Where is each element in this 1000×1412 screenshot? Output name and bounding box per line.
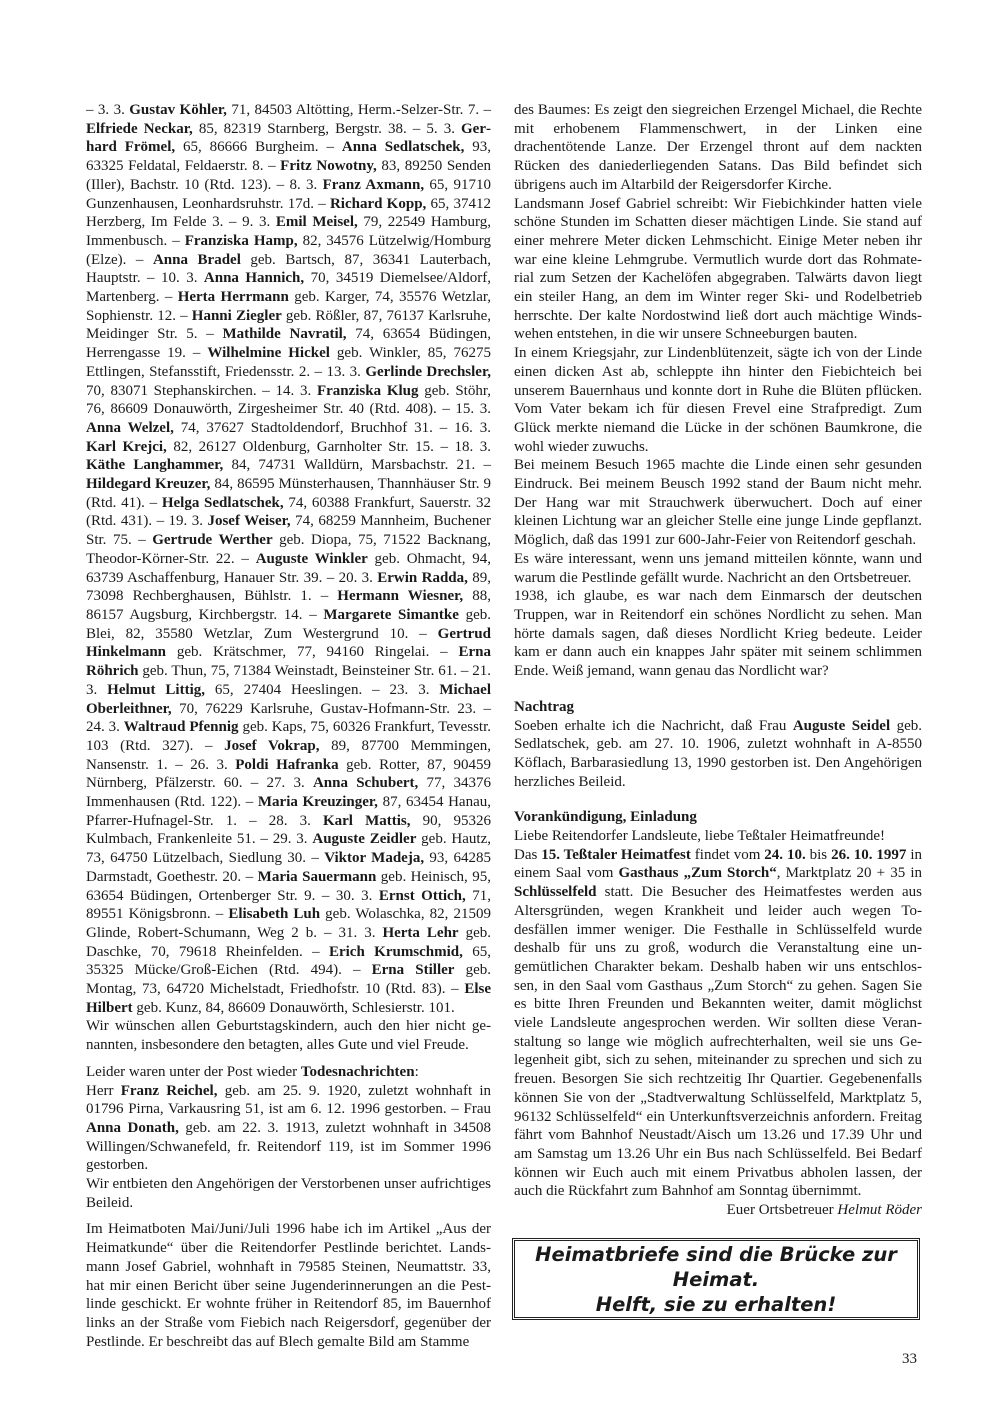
bold-name: Maria Sauermann	[257, 868, 377, 885]
text-run: 70, 34519 Diemelsee/Aldorf, Martenberg. –	[86, 270, 491, 306]
text-run: 84, 74731 Walldürn, Marsbachstr. 21. –	[223, 457, 491, 474]
paragraph	[514, 456, 922, 550]
paragraph	[86, 101, 491, 1017]
text-run: 90, 95326 Kulmbach, Frankenleite 51. – 29. 3.	[86, 812, 491, 848]
paragraph	[514, 846, 922, 1201]
bold-name: Josef Vokrap,	[224, 737, 320, 754]
bold-name: Fritz Nowotny,	[280, 158, 377, 175]
pestlinde-article	[86, 1220, 491, 1351]
text-run: geb. Winkler, 85, 76275 Ettlingen, Stefansstift, Friedensstr. 2. – 13. 3.	[86, 345, 491, 380]
text-run: Es wäre interessant, wenn uns jemand mitteilen könnte, wann und warum die Pestlinde gefällt wurde. Nachricht an den Ortsbetreuer.	[514, 550, 922, 586]
bold-name: Franz Reichel,	[120, 1082, 218, 1099]
text-run: geb. Blei, 82, 35580 Wetzlar, Zum Westergrund 10. –	[86, 606, 491, 642]
paragraph	[514, 550, 922, 587]
bold-name: Erna Röhrich	[86, 644, 491, 680]
text-run: Liebe Reitendorfer Landsleute, liebe Teßtaler Heimatfreunde!	[514, 828, 886, 845]
text-run: in einem Saal vom	[514, 846, 922, 882]
bold-name: Erwin Radda,	[377, 569, 468, 586]
text-run: geb. Krätschmer, 77, 94160 Ringelai. –	[166, 644, 459, 661]
text-run: , Marktplatz 20 + 35 in	[776, 865, 922, 882]
paragraph	[86, 1082, 491, 1176]
announcement-text	[514, 827, 922, 1201]
text-run: 65, 86666 Burgheim. –	[175, 139, 342, 156]
text-run: geb. Bartsch, 87, 36341 Lauterbach, Hauptstr. – 10. 3.	[86, 251, 491, 287]
bold-name: Viktor Madeja,	[324, 850, 425, 867]
bold-name: Karl Mattis,	[322, 812, 411, 829]
bold-name: Anna Schubert,	[312, 775, 419, 792]
text-run: 93, 63325 Feldatal, Feldaerstr. 8. –	[86, 139, 492, 175]
bold-name: Erich Krumschmid,	[328, 943, 463, 960]
bold-name: Anna Donath,	[86, 1119, 179, 1136]
bold-name: Josef Weiser,	[207, 513, 291, 530]
bold-name: Gertrud Hinkelmann	[86, 625, 491, 661]
bold-name: Gasthaus „Zum Storch“	[618, 865, 777, 882]
text-run: 70, 76229 Karlsruhe, Gustav-Hofmann-Str. 23. – 24. 3.	[86, 700, 491, 736]
bold-name: Gertrude Werther	[152, 532, 273, 549]
text-run: 79, 22549 Hamburg, Immenbusch. –	[86, 214, 492, 249]
text-run: 89, 87700 Memmingen, Nansenstr. 1. – 26. 3.	[86, 737, 491, 773]
bold-name: Margarete Simantke	[323, 606, 459, 623]
text-run: bis	[805, 846, 832, 863]
text-run: Wir wünschen allen Geburtstagskindern, auch den hier nicht genannten, insbesondere den betagten, alles Gute und viel Freude.	[86, 1018, 491, 1054]
text-run: 65, 35325 Mücke/Groß-Eichen (Rtd. 494). –	[86, 943, 492, 979]
bold-name: Erna Stiller	[371, 962, 455, 979]
text-run: – 3. 3.	[86, 102, 130, 118]
text-run: 77, 34376 Immenhausen (Rtd. 122). –	[86, 775, 492, 811]
text-run: geb. Hautz, 73, 64750 Lützelbach, Siedlung 30. –	[86, 831, 491, 867]
bold-name: Gustav Köhler,	[129, 102, 227, 118]
text-run: geb. Stöhr, 76, 86609 Donauwörth, Zirgesheimer Str. 40 (Rtd. 408). – 15. 3.	[86, 382, 491, 418]
text-run: geb. Sedlatschek, geb. am 27. 10. 1906, zuletzt wohnhaft in A-8550 Köflach, Barbarasiedlung 13, 1990 gestorben ist. Den Angehörigen herzliches Beileid.	[514, 717, 922, 790]
text-run: geb. Ohmacht, 94, 63739 Aschaffenburg, Hanauer Str. 39. – 20. 3.	[86, 550, 491, 586]
paragraph	[514, 195, 922, 345]
bold-name: Ernst Ottich,	[378, 887, 466, 904]
bold-name: Gerhard Frömel,	[86, 120, 491, 156]
bold-name: Helmut Littig,	[107, 681, 205, 698]
birthday-list	[86, 101, 491, 1055]
bold-name: Else Hilbert	[86, 981, 491, 1016]
bold-name: Anna Bradel	[152, 251, 241, 268]
text-run: geb. Montag, 73, 64720 Michelstadt, Friedhofstr. 10 (Rtd. 83). –	[86, 962, 491, 998]
bold-name: Mathilde Navratil,	[222, 326, 347, 343]
text-run: 65, 91710 Gunzenhausen, Leonhardsruhstr. 17d. –	[86, 176, 491, 212]
paragraph	[86, 1175, 491, 1212]
text-run: geb. am 25. 9. 1920, zuletzt wohnhaft in 01796 Pirna, Varkausring 51, ist am 6. 12. 1996 gestorben. – Frau	[86, 1082, 492, 1118]
text-run: 71, 89551 Königsbronn. –	[86, 887, 492, 923]
signoff-label: Euer Ortsbetreuer	[726, 1202, 838, 1219]
paragraph	[514, 101, 922, 195]
text-run: geb. Karger, 74, 35576 Wetzlar, Sophienstr. 12. –	[86, 289, 491, 324]
text-run: Wir entbieten den Angehörigen der Verstorbenen unser aufrichtiges Beileid.	[86, 1176, 491, 1211]
bold-name: Hildegard Kreuzer,	[86, 476, 211, 493]
text-run: :	[414, 1063, 419, 1080]
text-run: geb. Kaps, 75, 60326 Frankfurt, Tevesstr. 103 (Rtd. 327). –	[86, 719, 491, 754]
death-notices	[86, 1063, 491, 1213]
bold-name: Schlüsselfeld	[514, 884, 597, 901]
text-run: 74, 68259 Mannheim, Buchener Str. 75. –	[86, 513, 491, 549]
bold-name: Käthe Langhammer,	[86, 457, 224, 474]
text-run: geb. Kunz, 84, 86609 Donauwörth, Schlesierstr. 101.	[132, 999, 455, 1016]
left-column	[86, 101, 491, 1351]
bold-name: 15. Teßtaler Heimatfest	[541, 846, 691, 863]
right-column	[514, 101, 922, 1220]
page-number: 33	[902, 1351, 917, 1367]
bold-name: Hanni Ziegler	[191, 307, 282, 324]
paragraph	[86, 1063, 491, 1082]
text-run: 88, 86157 Augsburg, Kirchbergstr. 14. –	[86, 588, 492, 623]
text-run: 71, 84503 Altötting, Herm.-Selzer-Str. 7. –	[226, 102, 492, 118]
text-run: Bei meinem Besuch 1965 machte die Linde einen sehr gesunden Eindruck. Bei meinem Beusch 1992 stand der Baum nicht mehr. Der Hang war mit Strauchwerk überwuchert. Doch auf einer kleinen Lichtung war an gleicher Stelle eine junge Linde gepflanzt. Möglich, daß das 1991 zur 600-Jahr-Feier von Reitendorf geschah.	[514, 457, 922, 549]
bold-name: Wilhelmine Hickel	[207, 345, 330, 362]
bold-name: Maria Kreuzinger,	[257, 794, 378, 811]
text-run: Im Heimatboten Mai/Juni/Juli 1996 habe ich im Artikel „Aus der Heimatkunde“ über die Reitendorfer Pestlinde berichtet. Landsmann Josef Gabriel, wohnhaft in 79585 Steinen, Neumattstr. 33, hat mir einen Bericht über seine Jugenderinnerungen an die Pestlinde geschickt. Er wohnte früher in Reitendorf 85, im Bauernhof links an der Straße vom Fiebich nach Reigersdorf, gegenüber der Pestlinde. Er beschreibt das auf Blech gemalte Bild am Stamme	[86, 1221, 491, 1350]
bold-name: Herta Herrmann	[177, 289, 289, 306]
nachtrag-heading: Nachtrag	[514, 698, 574, 715]
paragraph	[514, 344, 922, 456]
text-run: 84, 86595 Münsterhausen, Thannhäuser Str. 9 (Rtd. 41). –	[86, 476, 492, 511]
bold-name: Poldi Hafranka	[235, 756, 339, 773]
bold-name: Helga Sedlatschek,	[161, 494, 284, 511]
tagline-line-1: Heimatbriefe sind die Brücke zur Heimat.	[535, 1242, 897, 1291]
bold-name: Michael Oberleithner,	[86, 681, 492, 717]
bold-name: 26. 10. 1997	[831, 846, 907, 863]
bold-name: 24. 10.	[764, 846, 806, 863]
bold-name: Franziska Hamp,	[184, 232, 298, 249]
signoff	[514, 1201, 922, 1220]
text-run: 65, 27404 Heeslingen. – 23. 3.	[205, 681, 440, 698]
text-run: geb. Daschke, 70, 79618 Rheinfelden. –	[86, 924, 491, 960]
text-run: Herr	[86, 1082, 121, 1099]
bold-name: Karl Krejci,	[86, 438, 167, 455]
tagline-line-2: Helft, sie zu erhalten!	[595, 1292, 837, 1316]
bold-name: Franz Axmann,	[322, 176, 425, 193]
bold-name: Todesnachrichten	[300, 1063, 415, 1080]
paragraph	[86, 1017, 491, 1054]
text-run: 70, 83071 Stephanskirchen. – 14. 3.	[86, 382, 317, 399]
bold-name: Gerlinde Drechsler,	[365, 363, 491, 380]
text-run: 82, 34576 Lützelwig/Homburg (Elze). –	[86, 232, 491, 268]
bold-name: Richard Kopp,	[329, 195, 427, 212]
bold-name: Waltraud Pfennig	[123, 719, 239, 736]
text-run: geb. Thun, 75, 71384 Weinstadt, Beinsteiner Str. 61. – 21. 3.	[86, 663, 491, 698]
bold-name: Anna Welzel,	[86, 419, 174, 436]
text-run: 82, 26127 Oldenburg, Garnholter Str. 15. – 18. 3.	[166, 438, 491, 455]
text-run: 87, 63454 Hanau, Pfarrer-Hufnagel-Str. 1. – 28. 3.	[86, 794, 491, 829]
text-run: des Baumes: Es zeigt den siegreichen Erzengel Michael, die Rechte mit erhobenem Flammenschwert, in der Linken eine drachentötende Lanze. Der Erzengel thront auf dem nackten Rücken des daniederliegenden Satans. Das Bild befindet sich übrigens auch im Altarbild der Reigersdorfer Kirche.	[514, 102, 922, 193]
text-run: geb. Diopa, 75, 71522 Backnang, Theodor-Körner-Str. 22. –	[86, 532, 491, 567]
tagline-box	[512, 1238, 920, 1320]
text-run: 83, 89250 Senden (Iller), Bachstr. 10 (Rtd. 123). – 8. 3.	[86, 158, 491, 193]
nachtrag-text	[514, 717, 922, 792]
text-run: geb. Rößler, 87, 76137 Karlsruhe, Meidinger Str. 5. –	[86, 307, 492, 343]
bold-name: Auguste Zeidler	[312, 831, 417, 848]
bold-name: Anna Sedlatschek,	[341, 139, 465, 156]
text-run: geb. am 22. 3. 1913, zuletzt wohnhaft in 34508 Willingen/Schwanefeld, fr. Reitendorf 119, ist im Sommer 1996 gestorben.	[86, 1119, 492, 1174]
text-run: geb. Rotter, 87, 90459 Nürnberg, Pfälzerstr. 60. – 27. 3.	[86, 756, 491, 792]
paragraph	[514, 587, 922, 681]
text-run: Landsmann Josef Gabriel schreibt: Wir Fiebichkinder hatten viele schöne Stunden im Schatten dieser mächtigen Linde. Sie stand auf einer mehrere Meter dicken Lehmschicht. Einige Meter neben ihr war eine kleine Lehmgrube. Vermutlich wurde dort das Rohmaterial zum Setzen der Kachelöfen abgegraben. Talwärts davon liegt ein steiler Hang, an dem im Winter reger Ski- und Rodelbetrieb herrschte. Der kalte Nordostwind ließ dort auch mächtige Windswehen entstehen, in die wir unsere Schneeburgen bauten.	[514, 195, 922, 343]
bold-name: Anna Hannich,	[203, 270, 305, 287]
signoff-name: Helmut Röder	[837, 1202, 922, 1219]
paragraph	[86, 1220, 491, 1351]
announcement-heading: Vorankündigung, Einladung	[514, 809, 697, 826]
text-run: geb. Heinisch, 95, 63654 Büdingen, Ortenberger Str. 9. – 30. 3.	[86, 868, 491, 904]
bold-name: Auguste Seidel	[792, 717, 891, 734]
bold-name: Elisabeth Luh	[228, 906, 321, 923]
bold-name: Elfriede Neckar,	[86, 120, 193, 137]
text-run: findet vom	[690, 846, 765, 863]
bold-name: Hermann Wiesner,	[337, 588, 464, 605]
text-run: statt. Die Besucher des Heimatfestes werden aus Altersgründen, wegen Krankheit und leider auch wegen Todesfällen immer weniger. Die Festhalle in Schlüsselfeld wurde deshalb für uns zu groß, wodurch die Veranstaltung eine ungemütlichen Charakter bekam. Deshalb haben wir uns entschlossen, in den Saal vom Gasthaus „Zum Storch“ zu gehen. Sagen Sie es bitte Ihren Freunden und Bekannten weiter, damit möglichst viele Landsleute angesprochen werden. Wir sollten diese Veranstaltung so lange wie möglich aufrechterhalten, weil sie uns Gelegenheit gibt, sich zu sehen, miteinander zu sprechen und sich zu freuen. Besorgen Sie sich rechtzeitig Ihr Quartier. Gegebenenfalls können Sie von der „Stadtverwaltung Schlüsselfeld, Marktplatz 5, 96132 Schlüsselfeld“ ein Unterkunftsverzeichnis anfordern. Freitag fährt vom Bahnhof Neustadt/Aisch um 13.26 und 17.39 Uhr und am Samstag um 13.26 Uhr ein Bus nach Schlüsselfeld. Bei Bedarf können wir Euch auch mit einem Privatbus abholen lassen, der auch die Rückfahrt zum Bahnhof am Sonntag übernimmt.	[514, 884, 922, 1200]
text-run: 65, 37412 Herzberg, Im Felde 3. – 9. 3.	[86, 195, 492, 231]
text-run: Leider waren unter der Post wieder	[86, 1063, 301, 1080]
text-run: geb. Wolaschka, 82, 21509 Glinde, Robert-Schumann, Weg 2 b. – 31. 3.	[86, 906, 491, 941]
paragraph	[514, 717, 922, 792]
text-run: 74, 37627 Stadtoldendorf, Bruchhof 31. – 16. 3.	[173, 419, 491, 436]
text-run: 74, 60388 Frankfurt, Sauerstr. 32 (Rtd. 431). – 19. 3.	[86, 494, 491, 530]
text-run: 93, 64285 Darmstadt, Goethestr. 20. –	[86, 850, 491, 885]
text-run: 74, 63654 Büdingen, Herrengasse 19. –	[86, 326, 491, 362]
bold-name: Franziska Klug	[316, 382, 419, 399]
text-run: Das	[514, 846, 542, 863]
text-run: In einem Kriegsjahr, zur Lindenblütenzeit, sägte ich von der Linde einen dicken Ast ab, schleppte ihn hinter den Fiebichteich bei unserem Bauernhaus und konnte dort in Ruhe die Blüten pflücken. Vom Vater bekam ich für diesen Frevel eine Strafpredigt. Zum Glück merkte niemand die Lücke in der schönen Baumkrone, die wohl wieder zuwuchs.	[514, 345, 922, 455]
bold-name: Herta Lehr	[382, 924, 459, 941]
text-run: 89, 73098 Rechberghausen, Bühlstr. 1. –	[86, 569, 491, 605]
text-run: 85, 82319 Starnberg, Bergstr. 38. – 5. 3.	[192, 120, 462, 137]
bold-name: Auguste Winkler	[255, 550, 368, 567]
pestlinde-article-continued	[514, 101, 922, 681]
text-run: 1938, ich glaube, es war nach dem Einmarsch der deutschen Truppen, war in Reitendorf ein schönes Nordlicht zu sehen. Man hörte damals sagen, daß dieses Nordlicht Krieg bedeute. Leider kam er dann auch ein knappes Jahr später mit seinem schlimmen Ende. Weiß jemand, wann genau das Nordlicht war?	[514, 588, 922, 680]
text-run: Soeben erhalte ich die Nachricht, daß Frau	[514, 717, 793, 734]
paragraph	[514, 827, 922, 846]
bold-name: Emil Meisel,	[275, 214, 358, 231]
